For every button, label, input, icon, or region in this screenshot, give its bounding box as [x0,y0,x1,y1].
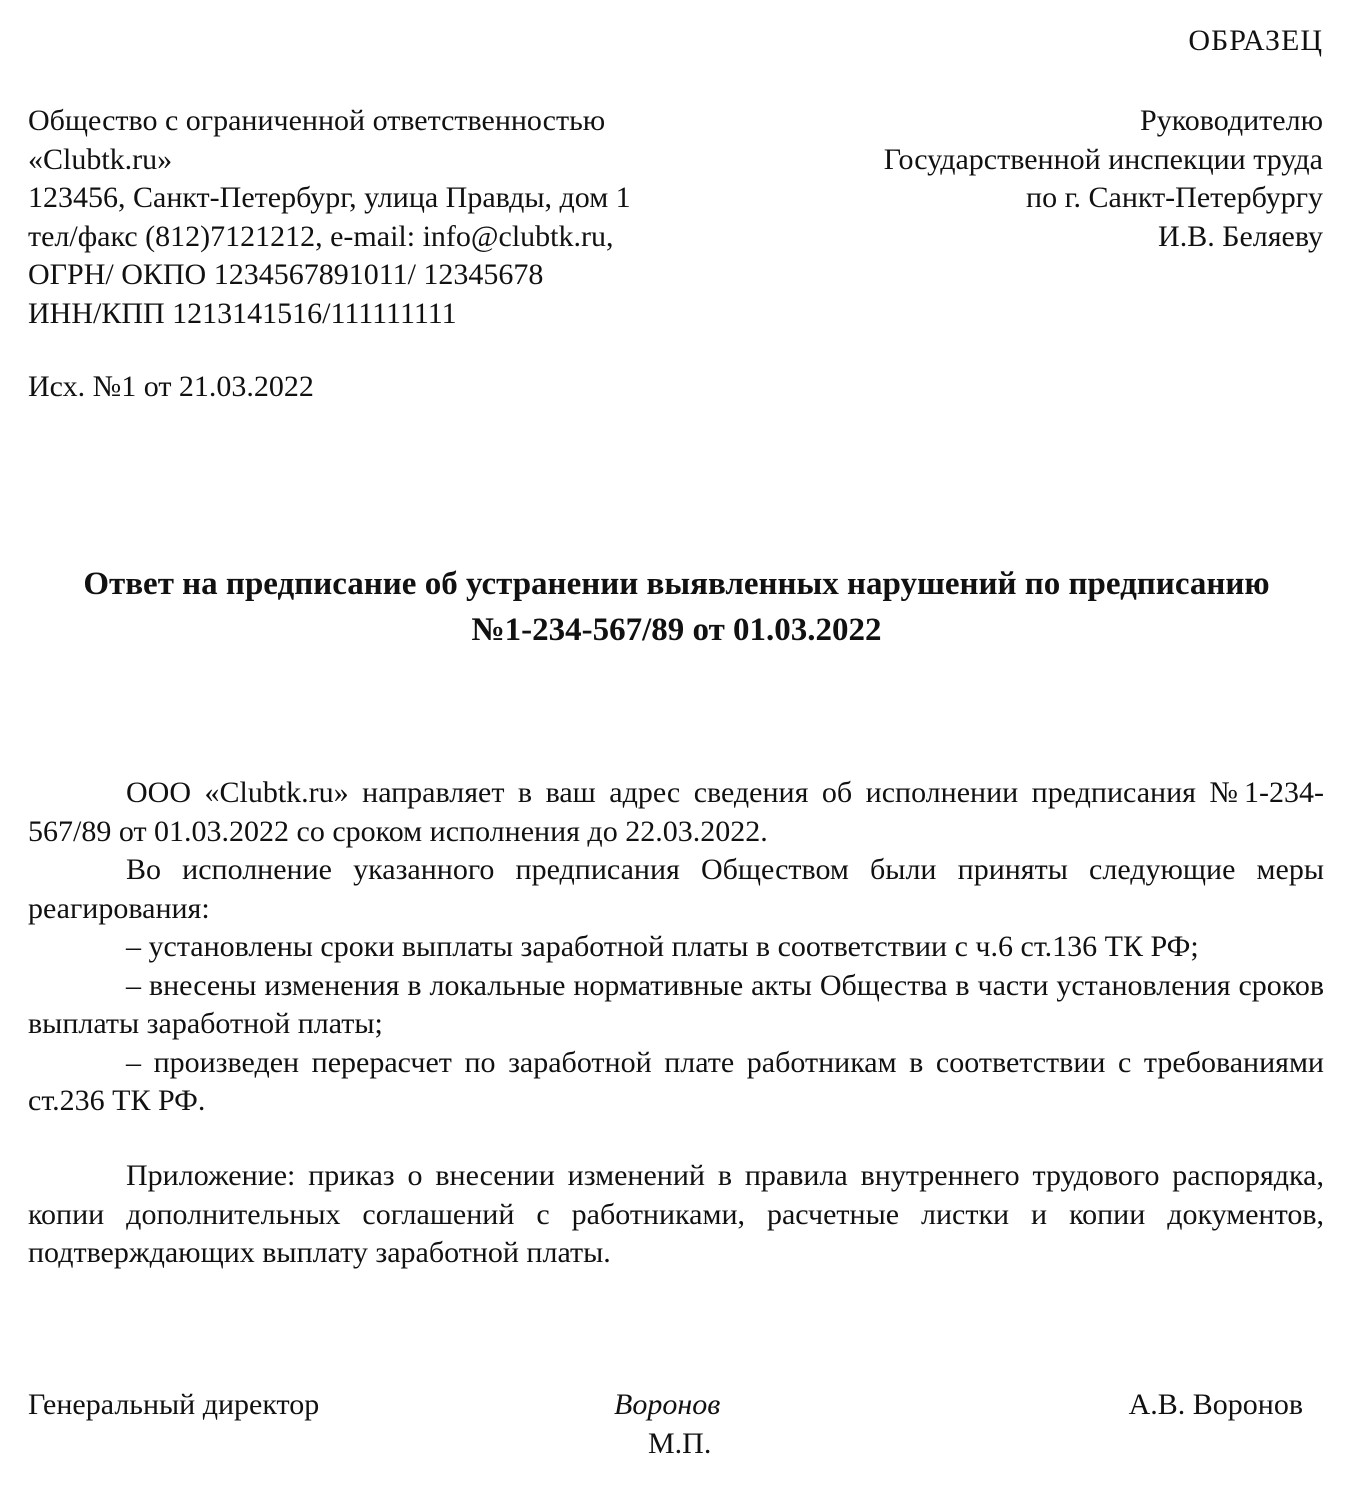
recipient-city: по г. Санкт-Петербургу [1026,181,1323,214]
body-paragraph: ООО «Clubtk.ru» направляет в ваш адрес сведения об исполнении предписания №1-234-567/89 от 01.03.2022 со сроком исполнения до 22.03.2022. [28,776,1324,848]
sample-label: ОБРАЗЕЦ [1188,24,1323,57]
measure-item: – внесены изменения в локальные нормативные акты Общества в части установления сроков выплаты заработной платы; [28,968,1324,1040]
outgoing-reference: Исх. №1 от 21.03.2022 [28,370,314,403]
attachment-block [28,1157,1324,1273]
measure-item: – установлены сроки выплаты заработной платы в соответствии с ч.6 ст.136 ТК РФ; [126,930,1199,963]
sender-block [28,102,748,333]
sender-org-name: «Clubtk.ru» [28,142,173,176]
attachment-text: Приложение: приказ о внесении изменений в правила внутреннего трудового распорядка, копии дополнительных соглашений с работниками, расчетные листки и копии документов, подтверждающих выплату заработной платы. [28,1159,1324,1269]
body-paragraph: Во исполнение указанного предписания Обществом были приняты следующие меры реагирования: [28,853,1324,925]
sender-ogrn-okpo: ОГРН/ ОКПО 1234567891011/ 12345678 [28,258,544,291]
recipient-block [763,102,1323,256]
sender-inn-kpp: ИНН/КПП 1213141516/111111111 [28,296,457,330]
recipient-name: И.В. Беляеву [1158,219,1323,253]
sender-address: 123456, Санкт-Петербург, улица Правды, дом 1 [28,181,631,214]
sender-contacts: тел/факс (812)7121212, e-mail: info@clubtk.ru, [28,219,614,253]
sender-org-type: Общество с ограниченной ответственностью [28,104,606,137]
measure-item: – произведен перерасчет по заработной плате работникам в соответствии с требованиями ст.236 ТК РФ. [28,1045,1324,1117]
handwritten-signature: Воронов [614,1388,721,1421]
signatory-name: А.В. Воронов [1128,1388,1303,1421]
document-body [28,774,1324,1121]
recipient-position: Руководителю [1140,104,1323,137]
document-title: Ответ на предписание об устранении выявленных нарушений по предписанию №1-234-567/89 от 01.03.2022 [83,566,1270,648]
recipient-organization: Государственной инспекции труда [883,142,1323,176]
signatory-position: Генеральный директор [28,1388,320,1421]
seal-placeholder: М.П. [648,1427,712,1460]
